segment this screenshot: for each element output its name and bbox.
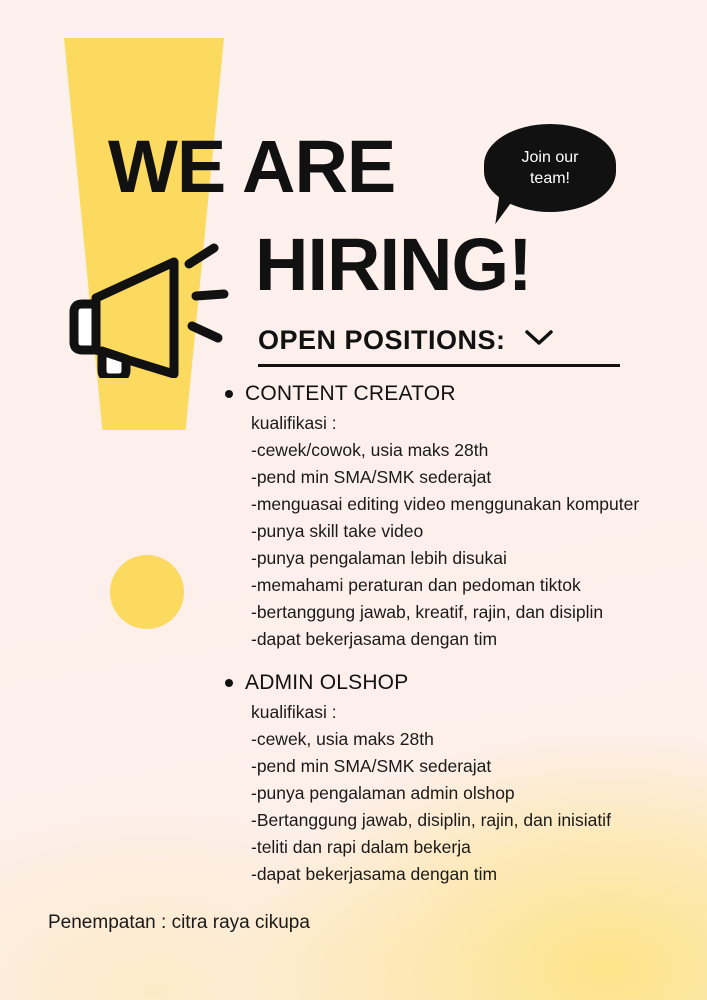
position-title xyxy=(225,671,701,695)
list-item: -dapat bekerjasama dengan tim xyxy=(251,629,498,649)
list-item: -pend min SMA/SMK sederajat xyxy=(251,756,492,776)
position-title-label: CONTENT CREATOR xyxy=(245,382,456,405)
bubble-text xyxy=(484,124,616,212)
qualification-label: kualifikasi : xyxy=(251,702,337,722)
megaphone-icon xyxy=(56,238,241,378)
list-item: -pend min SMA/SMK sederajat xyxy=(251,467,492,487)
bullet-icon xyxy=(225,390,233,398)
position-title-label: ADMIN OLSHOP xyxy=(245,671,409,694)
bullet-icon xyxy=(225,679,233,687)
list-item: -memahami peraturan dan pedoman tiktok xyxy=(251,575,581,595)
position-block-content-creator xyxy=(225,382,701,653)
list-item: -menguasai editing video menggunakan komputer xyxy=(251,494,640,514)
join-our-team-bubble xyxy=(484,124,616,212)
qualification-list xyxy=(225,726,701,888)
list-item: -teliti dan rapi dalam bekerja xyxy=(251,837,471,857)
list-item: -Bertanggung jawab, disiplin, rajin, dan inisiatif xyxy=(251,810,611,830)
headline-line-1: WE ARE xyxy=(108,125,396,208)
list-item: -punya pengalaman admin olshop xyxy=(251,783,515,803)
open-positions-label: OPEN POSITIONS: xyxy=(258,325,506,355)
open-positions-heading xyxy=(258,325,620,367)
position-block-admin-olshop xyxy=(225,671,701,888)
positions-list xyxy=(225,382,701,906)
list-item: -dapat bekerjasama dengan tim xyxy=(251,864,498,884)
bubble-line-2: team! xyxy=(529,170,570,187)
position-title xyxy=(225,382,701,406)
list-item: -bertanggung jawab, kreatif, rajin, dan disiplin xyxy=(251,602,604,622)
list-item: -punya skill take video xyxy=(251,521,424,541)
chevron-down-icon xyxy=(524,329,554,352)
headline-line-2: HIRING! xyxy=(255,223,532,306)
list-item: -cewek, usia maks 28th xyxy=(251,729,434,749)
list-item: -punya pengalaman lebih disukai xyxy=(251,548,507,568)
exclamation-dot-shape xyxy=(110,555,184,629)
qualification-label: kualifikasi : xyxy=(251,413,337,433)
placement-text: Penempatan : citra raya cikupa xyxy=(48,912,310,933)
qualification-list xyxy=(225,437,701,653)
list-item: -cewek/cowok, usia maks 28th xyxy=(251,440,489,460)
bubble-line-1: Join our xyxy=(521,149,579,166)
